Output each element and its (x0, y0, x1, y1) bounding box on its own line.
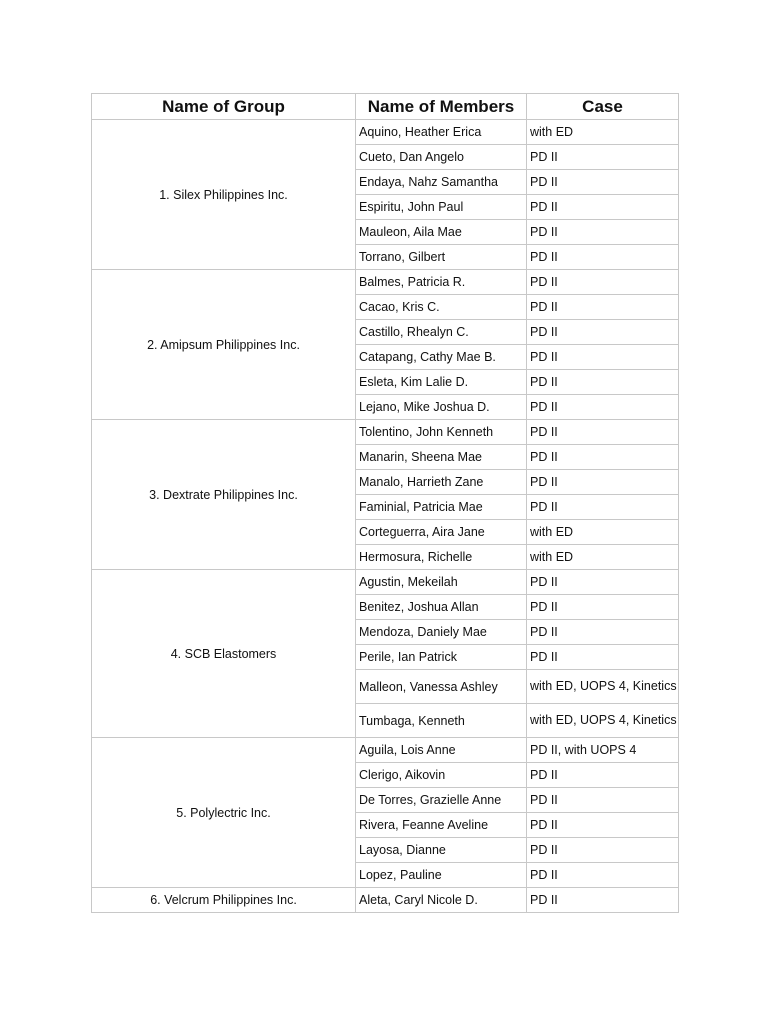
group-name-cell: 3. Dextrate Philippines Inc. (92, 420, 356, 570)
case-cell: PD II (527, 888, 679, 913)
member-name-cell: Perile, Ian Patrick (356, 645, 527, 670)
header-row (92, 94, 679, 120)
member-name-cell: Corteguerra, Aira Jane (356, 520, 527, 545)
case-cell: PD II (527, 645, 679, 670)
member-name-cell: Aquino, Heather Erica (356, 120, 527, 145)
member-name-cell: Rivera, Feanne Aveline (356, 813, 527, 838)
case-cell: PD II (527, 370, 679, 395)
member-name-cell: Catapang, Cathy Mae B. (356, 345, 527, 370)
group-name-cell: 1. Silex Philippines Inc. (92, 120, 356, 270)
case-cell: PD II (527, 320, 679, 345)
case-cell: PD II (527, 863, 679, 888)
group-name-cell: 6. Velcrum Philippines Inc. (92, 888, 356, 913)
member-name-cell: Lopez, Pauline (356, 863, 527, 888)
member-name-cell: Aguila, Lois Anne (356, 738, 527, 763)
header-case: Case (527, 94, 679, 120)
member-name-cell: Castillo, Rhealyn C. (356, 320, 527, 345)
table-row (92, 570, 679, 595)
case-cell: PD II (527, 620, 679, 645)
member-name-cell: Endaya, Nahz Samantha (356, 170, 527, 195)
case-cell: PD II (527, 245, 679, 270)
member-name-cell: Balmes, Patricia R. (356, 270, 527, 295)
member-name-cell: Manarin, Sheena Mae (356, 445, 527, 470)
member-name-cell: Torrano, Gilbert (356, 245, 527, 270)
case-cell: with ED (527, 545, 679, 570)
member-name-cell: Layosa, Dianne (356, 838, 527, 863)
member-name-cell: Faminial, Patricia Mae (356, 495, 527, 520)
case-cell: with ED, UOPS 4, Kinetics (527, 704, 679, 738)
table-row (92, 270, 679, 295)
case-cell: PD II (527, 395, 679, 420)
member-name-cell: Cacao, Kris C. (356, 295, 527, 320)
case-cell: PD II (527, 445, 679, 470)
case-cell: PD II (527, 420, 679, 445)
table-row (92, 738, 679, 763)
header-group: Name of Group (92, 94, 356, 120)
case-cell: PD II, with UOPS 4 (527, 738, 679, 763)
case-cell: PD II (527, 595, 679, 620)
case-cell: PD II (527, 145, 679, 170)
group-name-cell: 5. Polylectric Inc. (92, 738, 356, 888)
table-body (92, 120, 679, 913)
member-name-cell: Hermosura, Richelle (356, 545, 527, 570)
header-members: Name of Members (356, 94, 527, 120)
table-row (92, 120, 679, 145)
case-cell: PD II (527, 570, 679, 595)
case-cell: PD II (527, 788, 679, 813)
member-name-cell: Benitez, Joshua Allan (356, 595, 527, 620)
case-cell: PD II (527, 220, 679, 245)
table-row (92, 420, 679, 445)
case-cell: PD II (527, 763, 679, 788)
case-cell: PD II (527, 195, 679, 220)
member-name-cell: Lejano, Mike Joshua D. (356, 395, 527, 420)
case-cell: PD II (527, 495, 679, 520)
member-name-cell: Aleta, Caryl Nicole D. (356, 888, 527, 913)
case-cell: with ED (527, 120, 679, 145)
member-name-cell: Espiritu, John Paul (356, 195, 527, 220)
group-name-cell: 2. Amipsum Philippines Inc. (92, 270, 356, 420)
member-name-cell: Clerigo, Aikovin (356, 763, 527, 788)
case-cell: with ED, UOPS 4, Kinetics (527, 670, 679, 704)
member-name-cell: Mendoza, Daniely Mae (356, 620, 527, 645)
member-name-cell: Malleon, Vanessa Ashley (356, 670, 527, 704)
case-cell: PD II (527, 838, 679, 863)
member-name-cell: Tumbaga, Kenneth (356, 704, 527, 738)
case-cell: PD II (527, 170, 679, 195)
member-name-cell: De Torres, Grazielle Anne (356, 788, 527, 813)
groups-table (91, 93, 679, 913)
table-row (92, 888, 679, 913)
member-name-cell: Cueto, Dan Angelo (356, 145, 527, 170)
member-name-cell: Manalo, Harrieth Zane (356, 470, 527, 495)
case-cell: PD II (527, 813, 679, 838)
member-name-cell: Agustin, Mekeilah (356, 570, 527, 595)
case-cell: PD II (527, 470, 679, 495)
case-cell: PD II (527, 345, 679, 370)
member-name-cell: Mauleon, Aila Mae (356, 220, 527, 245)
case-cell: PD II (527, 295, 679, 320)
group-name-cell: 4. SCB Elastomers (92, 570, 356, 738)
case-cell: PD II (527, 270, 679, 295)
case-cell: with ED (527, 520, 679, 545)
member-name-cell: Esleta, Kim Lalie D. (356, 370, 527, 395)
member-name-cell: Tolentino, John Kenneth (356, 420, 527, 445)
